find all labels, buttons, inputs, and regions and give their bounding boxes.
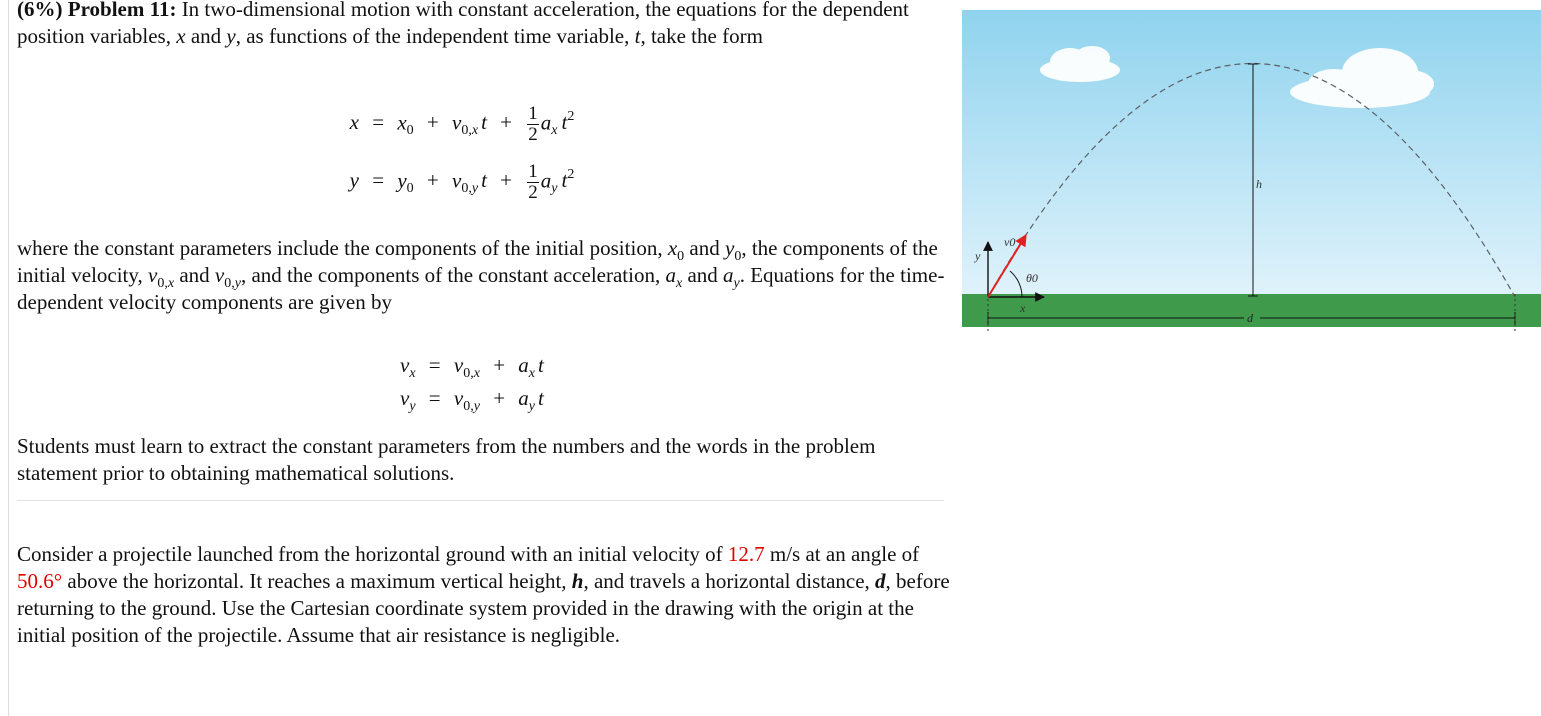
question-paragraph: Consider a projectile launched from the horizontal ground with an initial velocity of 12.7 m/s at an angle of 50.6° above the horizontal. It reaches a maximum vertical height, h, and travels a horizontal distance, d, before returning to the ground. Use the Cartesian coordinate system provided in the drawing with the origin at the initial position of the projectile. Assume that air resistance is negligible. [17,542,950,647]
students-paragraph: Students must learn to extract the constant parameters from the numbers and the words in the problem statement prior to obtaining mathematical solutions. [17,434,876,485]
angle-value: 50.6° [17,569,63,593]
eq-lhs: x [349,110,359,135]
label-x-axis: x [1020,301,1026,315]
projectile-diagram [962,10,1541,332]
equation-x-position: $x = x_0 + v_{0,x}$ t + $\frac{1}{2}$ $a_x$ $t^2$ [341,104,574,145]
eq-term: v [452,168,462,193]
intro-text: In two-dimensional motion with constant acceleration, the equations for the dependent position variables, [17,0,909,48]
eq-term: a [540,110,552,135]
var-y: y [226,24,236,48]
problem-label: Problem 11: [67,0,177,21]
eq-term: v [452,110,462,135]
label-h: h [1256,177,1262,191]
label-d: d [1247,311,1253,325]
eq-sign: = [372,110,385,135]
section-divider [17,500,944,501]
sky [962,10,1541,294]
projectile-figure [962,10,1541,332]
label-theta0: θ0 [1026,271,1038,285]
problem-weight: (6%) [17,0,63,21]
eq-term: y [397,168,407,193]
equation-vy: $v_y = v_{0,y} + a_y$ t [400,386,544,414]
fraction-half: $\frac{1}{2}$ [528,161,538,203]
parameters-paragraph: where the constant parameters include the components of the initial position, $x_0$ and $y_0$, the components of the initial velocity, $v_{0,x}$ and $v_{0,y}$, and the components of the constant acceleration, $a_x$ and $a_y$. Equations for the time-dependent velocity components are given by [17,236,945,314]
eq-term: x [397,110,407,135]
fraction-half: $\frac{1}{2}$ [528,103,538,145]
var-x: x [176,24,186,48]
equation-vx: $v_x = v_{0,x} + a_x$ t [400,353,544,381]
left-border [8,0,9,716]
word-and: and [190,24,222,48]
velocity-unit: m/s [769,542,801,566]
equation-y-position: $y = y_0 + v_{0,y}$ t + $\frac{1}{2}$ $a_y$ $t^2$ [341,162,574,203]
problem-intro [17,0,947,50]
eq-lhs: y [349,168,359,193]
label-v0: v0 [1004,235,1016,249]
velocity-value: 12.7 [727,542,765,566]
label-y-axis: y [975,249,981,263]
var-t: t [634,24,641,48]
intro-mid: , as functions of the independent time variable, [235,24,630,48]
intro-end: , take the form [640,24,763,48]
eq-sign: = [372,168,385,193]
eq-term: a [540,168,552,193]
